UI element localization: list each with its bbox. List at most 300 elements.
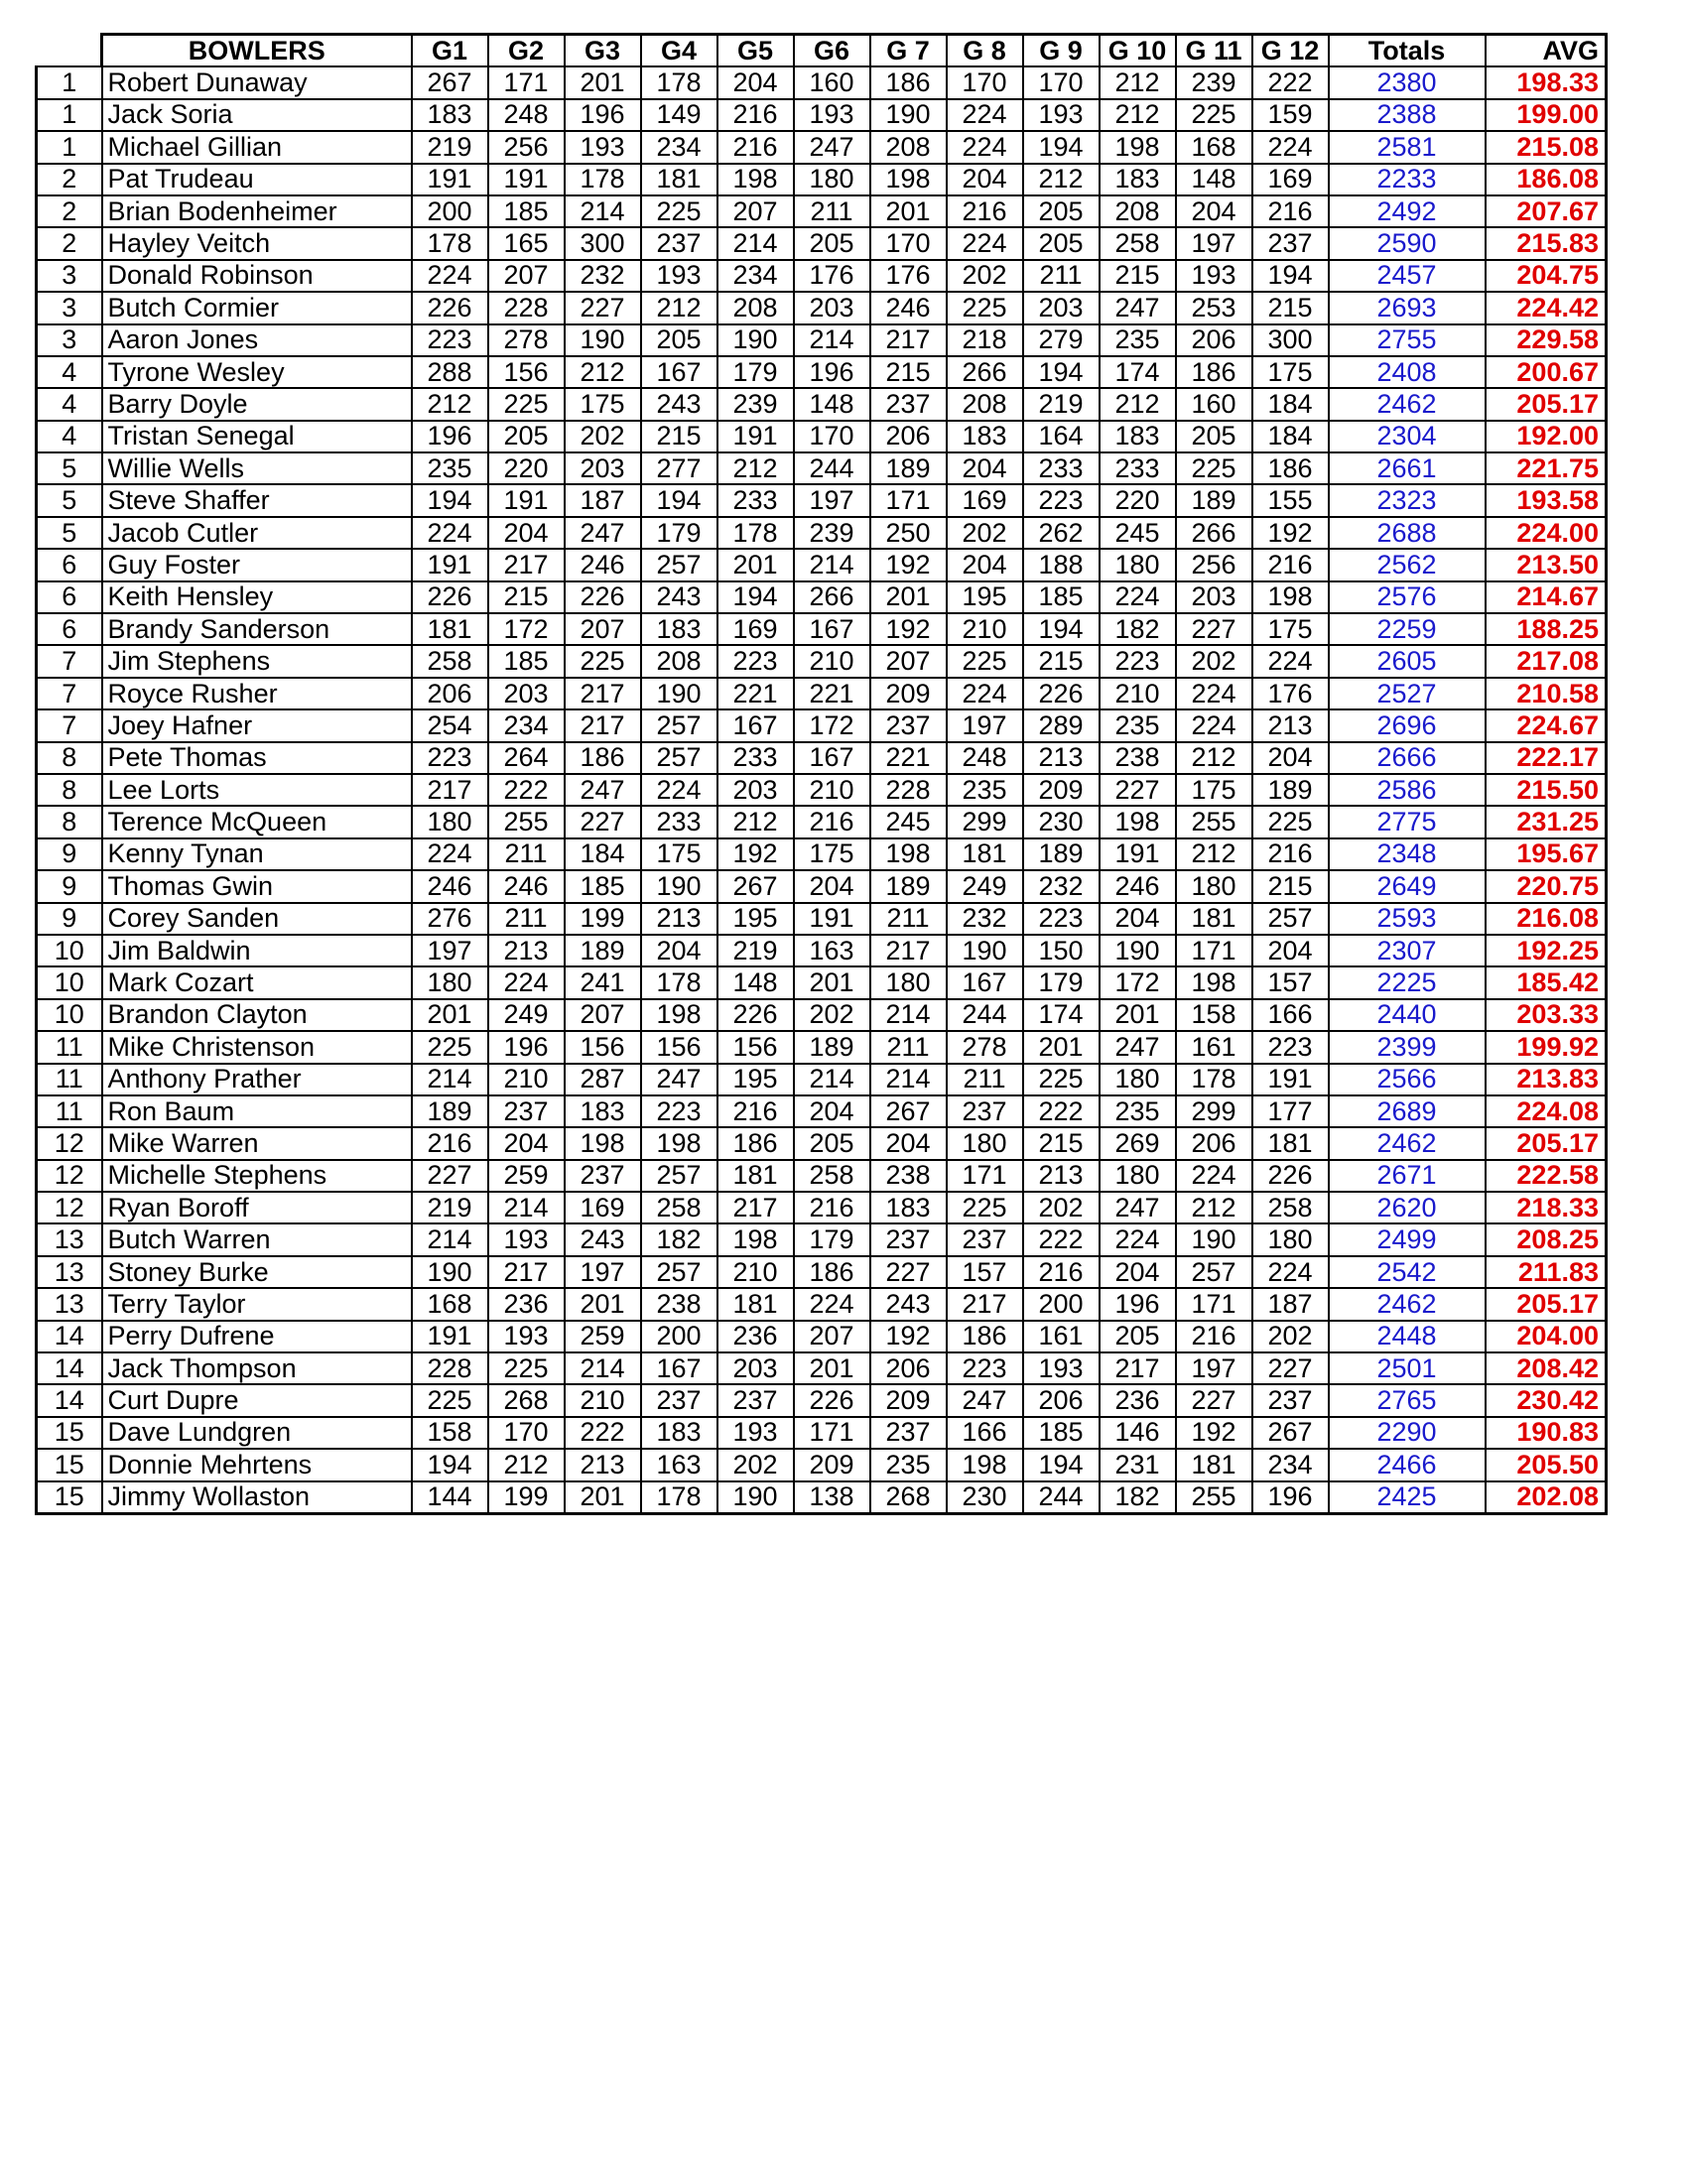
game-score-cell: 163 [794, 935, 870, 966]
game-score-cell: 182 [641, 1223, 717, 1255]
game-score-cell: 190 [1100, 935, 1176, 966]
game-score-cell: 189 [1023, 838, 1100, 870]
column-header-g10: G 10 [1100, 35, 1176, 67]
game-score-cell: 179 [641, 517, 717, 549]
column-header-g11: G 11 [1176, 35, 1252, 67]
game-score-cell: 201 [794, 1352, 870, 1384]
total-cell: 2499 [1329, 1223, 1486, 1255]
total-cell: 2661 [1329, 452, 1486, 484]
game-score-cell: 207 [488, 260, 565, 292]
average-cell: 208.25 [1486, 1223, 1607, 1255]
table-row [37, 260, 1607, 292]
game-score-cell: 189 [1252, 774, 1329, 806]
game-score-cell: 170 [870, 227, 947, 259]
game-score-cell: 226 [412, 581, 488, 613]
game-score-cell: 255 [1176, 1481, 1252, 1514]
game-score-cell: 224 [412, 260, 488, 292]
game-score-cell: 168 [412, 1288, 488, 1320]
game-score-cell: 191 [412, 164, 488, 195]
game-score-cell: 219 [412, 1192, 488, 1223]
rank-cell: 13 [37, 1256, 102, 1288]
game-score-cell: 220 [488, 452, 565, 484]
bowler-name-cell: Keith Hensley [102, 581, 412, 613]
game-score-cell: 246 [1100, 870, 1176, 902]
game-score-cell: 224 [641, 774, 717, 806]
game-score-cell: 244 [794, 452, 870, 484]
game-score-cell: 224 [488, 966, 565, 998]
game-score-cell: 224 [1252, 131, 1329, 163]
game-score-cell: 267 [1252, 1417, 1329, 1449]
game-score-cell: 172 [794, 709, 870, 741]
game-score-cell: 207 [794, 1321, 870, 1352]
game-score-cell: 235 [1100, 709, 1176, 741]
game-score-cell: 138 [794, 1481, 870, 1514]
game-score-cell: 234 [1252, 1449, 1329, 1480]
game-score-cell: 204 [1100, 1256, 1176, 1288]
game-score-cell: 224 [794, 1288, 870, 1320]
game-score-cell: 196 [565, 99, 641, 131]
game-score-cell: 178 [717, 517, 794, 549]
average-cell: 185.42 [1486, 966, 1607, 998]
game-score-cell: 186 [565, 742, 641, 774]
game-score-cell: 212 [1176, 838, 1252, 870]
bowler-name-cell: Dave Lundgren [102, 1417, 412, 1449]
bowler-name-cell: Donnie Mehrtens [102, 1449, 412, 1480]
game-score-cell: 180 [412, 806, 488, 837]
game-score-cell: 212 [641, 292, 717, 323]
game-score-cell: 168 [1176, 131, 1252, 163]
total-cell: 2689 [1329, 1095, 1486, 1127]
total-cell: 2688 [1329, 517, 1486, 549]
game-score-cell: 212 [717, 806, 794, 837]
game-score-cell: 158 [412, 1417, 488, 1449]
game-score-cell: 175 [641, 838, 717, 870]
rank-cell: 9 [37, 838, 102, 870]
game-score-cell: 210 [794, 645, 870, 677]
rank-cell: 8 [37, 742, 102, 774]
table-row [37, 613, 1607, 645]
table-row [37, 1095, 1607, 1127]
game-score-cell: 232 [1023, 870, 1100, 902]
game-score-cell: 191 [488, 484, 565, 516]
total-cell: 2290 [1329, 1417, 1486, 1449]
total-cell: 2527 [1329, 678, 1486, 709]
game-score-cell: 196 [794, 356, 870, 388]
game-score-cell: 196 [1252, 1481, 1329, 1514]
game-score-cell: 201 [717, 549, 794, 580]
rank-cell: 1 [37, 131, 102, 163]
game-score-cell: 216 [717, 99, 794, 131]
game-score-cell: 220 [1100, 484, 1176, 516]
total-cell: 2466 [1329, 1449, 1486, 1480]
game-score-cell: 224 [1100, 1223, 1176, 1255]
game-score-cell: 191 [794, 903, 870, 935]
table-row [37, 838, 1607, 870]
game-score-cell: 171 [947, 1160, 1023, 1192]
game-score-cell: 190 [412, 1256, 488, 1288]
table-row [37, 1064, 1607, 1095]
game-score-cell: 211 [870, 903, 947, 935]
game-score-cell: 247 [565, 774, 641, 806]
total-cell: 2457 [1329, 260, 1486, 292]
total-cell: 2259 [1329, 613, 1486, 645]
average-cell: 224.42 [1486, 292, 1607, 323]
game-score-cell: 212 [1176, 1192, 1252, 1223]
rank-cell: 15 [37, 1481, 102, 1514]
table-row [37, 131, 1607, 163]
game-score-cell: 192 [717, 838, 794, 870]
game-score-cell: 278 [488, 324, 565, 356]
game-score-cell: 181 [1252, 1127, 1329, 1159]
game-score-cell: 212 [1023, 164, 1100, 195]
game-score-cell: 179 [1023, 966, 1100, 998]
game-score-cell: 192 [870, 1321, 947, 1352]
game-score-cell: 205 [1023, 227, 1100, 259]
game-score-cell: 217 [488, 1256, 565, 1288]
game-score-cell: 193 [794, 99, 870, 131]
game-score-cell: 299 [947, 806, 1023, 837]
table-row [37, 935, 1607, 966]
game-score-cell: 148 [717, 966, 794, 998]
game-score-cell: 213 [1023, 742, 1100, 774]
game-score-cell: 228 [412, 1352, 488, 1384]
game-score-cell: 199 [488, 1481, 565, 1514]
game-score-cell: 181 [717, 1160, 794, 1192]
game-score-cell: 236 [1100, 1384, 1176, 1416]
total-cell: 2307 [1329, 935, 1486, 966]
game-score-cell: 243 [565, 1223, 641, 1255]
game-score-cell: 216 [794, 1192, 870, 1223]
game-score-cell: 258 [412, 645, 488, 677]
average-cell: 215.08 [1486, 131, 1607, 163]
average-cell: 210.58 [1486, 678, 1607, 709]
average-cell: 224.08 [1486, 1095, 1607, 1127]
game-score-cell: 213 [488, 935, 565, 966]
game-score-cell: 181 [947, 838, 1023, 870]
game-score-cell: 224 [1252, 1256, 1329, 1288]
game-score-cell: 207 [717, 195, 794, 227]
game-score-cell: 224 [947, 131, 1023, 163]
bowler-name-cell: Butch Cormier [102, 292, 412, 323]
total-cell: 2462 [1329, 1288, 1486, 1320]
game-score-cell: 207 [565, 999, 641, 1031]
game-score-cell: 184 [565, 838, 641, 870]
total-cell: 2399 [1329, 1031, 1486, 1063]
game-score-cell: 189 [794, 1031, 870, 1063]
game-score-cell: 219 [412, 131, 488, 163]
game-score-cell: 171 [794, 1417, 870, 1449]
game-score-cell: 208 [717, 292, 794, 323]
game-score-cell: 267 [412, 66, 488, 98]
bowler-name-cell: Corey Sanden [102, 903, 412, 935]
game-score-cell: 206 [1023, 1384, 1100, 1416]
game-score-cell: 204 [870, 1127, 947, 1159]
game-score-cell: 258 [1252, 1192, 1329, 1223]
bowler-name-cell: Perry Dufrene [102, 1321, 412, 1352]
game-score-cell: 238 [641, 1288, 717, 1320]
game-score-cell: 190 [641, 870, 717, 902]
average-cell: 195.67 [1486, 838, 1607, 870]
table-row [37, 1449, 1607, 1480]
game-score-cell: 194 [1023, 356, 1100, 388]
game-score-cell: 156 [488, 356, 565, 388]
game-score-cell: 223 [412, 324, 488, 356]
bowler-name-cell: Tyrone Wesley [102, 356, 412, 388]
game-score-cell: 176 [794, 260, 870, 292]
rank-cell: 8 [37, 806, 102, 837]
game-score-cell: 156 [717, 1031, 794, 1063]
rank-cell: 14 [37, 1321, 102, 1352]
game-score-cell: 257 [641, 549, 717, 580]
average-cell: 205.17 [1486, 1288, 1607, 1320]
game-score-cell: 201 [870, 581, 947, 613]
rank-cell: 10 [37, 999, 102, 1031]
game-score-cell: 200 [412, 195, 488, 227]
rank-cell: 5 [37, 484, 102, 516]
game-score-cell: 172 [488, 613, 565, 645]
game-score-cell: 215 [1252, 292, 1329, 323]
average-cell: 222.58 [1486, 1160, 1607, 1192]
game-score-cell: 183 [641, 1417, 717, 1449]
game-score-cell: 225 [947, 292, 1023, 323]
game-score-cell: 163 [641, 1449, 717, 1480]
game-score-cell: 209 [1023, 774, 1100, 806]
game-score-cell: 245 [870, 806, 947, 837]
game-score-cell: 266 [1176, 517, 1252, 549]
game-score-cell: 246 [870, 292, 947, 323]
average-cell: 190.83 [1486, 1417, 1607, 1449]
rank-cell: 4 [37, 388, 102, 420]
average-cell: 211.83 [1486, 1256, 1607, 1288]
game-score-cell: 267 [870, 1095, 947, 1127]
total-cell: 2671 [1329, 1160, 1486, 1192]
total-cell: 2590 [1329, 227, 1486, 259]
game-score-cell: 203 [1176, 581, 1252, 613]
rank-cell: 4 [37, 356, 102, 388]
game-score-cell: 222 [565, 1417, 641, 1449]
game-score-cell: 157 [947, 1256, 1023, 1288]
game-score-cell: 233 [1023, 452, 1100, 484]
game-score-cell: 195 [717, 903, 794, 935]
game-score-cell: 210 [947, 613, 1023, 645]
game-score-cell: 257 [641, 1256, 717, 1288]
game-score-cell: 217 [947, 1288, 1023, 1320]
game-score-cell: 201 [1023, 1031, 1100, 1063]
game-score-cell: 212 [565, 356, 641, 388]
table-row [37, 1481, 1607, 1514]
game-score-cell: 211 [488, 903, 565, 935]
game-score-cell: 198 [641, 999, 717, 1031]
game-score-cell: 206 [412, 678, 488, 709]
game-score-cell: 214 [488, 1192, 565, 1223]
column-header-avg: AVG [1486, 35, 1607, 67]
table-row [37, 421, 1607, 452]
bowler-name-cell: Kenny Tynan [102, 838, 412, 870]
rank-cell: 2 [37, 227, 102, 259]
game-score-cell: 183 [870, 1192, 947, 1223]
game-score-cell: 150 [1023, 935, 1100, 966]
average-cell: 224.67 [1486, 709, 1607, 741]
game-score-cell: 197 [412, 935, 488, 966]
game-score-cell: 210 [488, 1064, 565, 1095]
bowler-name-cell: Pete Thomas [102, 742, 412, 774]
column-header-g9: G 9 [1023, 35, 1100, 67]
game-score-cell: 255 [488, 806, 565, 837]
game-score-cell: 225 [412, 1031, 488, 1063]
table-row [37, 388, 1607, 420]
total-cell: 2462 [1329, 388, 1486, 420]
game-score-cell: 237 [870, 1417, 947, 1449]
bowler-name-cell: Jack Thompson [102, 1352, 412, 1384]
bowler-name-cell: Hayley Veitch [102, 227, 412, 259]
total-cell: 2304 [1329, 421, 1486, 452]
rank-cell: 14 [37, 1384, 102, 1416]
game-score-cell: 228 [488, 292, 565, 323]
total-cell: 2775 [1329, 806, 1486, 837]
game-score-cell: 179 [794, 1223, 870, 1255]
average-cell: 220.75 [1486, 870, 1607, 902]
total-cell: 2649 [1329, 870, 1486, 902]
game-score-cell: 214 [794, 324, 870, 356]
game-score-cell: 175 [565, 388, 641, 420]
game-score-cell: 176 [870, 260, 947, 292]
game-score-cell: 213 [641, 903, 717, 935]
game-score-cell: 212 [488, 1449, 565, 1480]
game-score-cell: 225 [412, 1384, 488, 1416]
game-score-cell: 221 [717, 678, 794, 709]
game-score-cell: 224 [412, 517, 488, 549]
game-score-cell: 217 [717, 1192, 794, 1223]
game-score-cell: 196 [488, 1031, 565, 1063]
game-score-cell: 225 [565, 645, 641, 677]
game-score-cell: 164 [1023, 421, 1100, 452]
column-header-rank [37, 35, 102, 67]
game-score-cell: 224 [1176, 678, 1252, 709]
rank-cell: 12 [37, 1127, 102, 1159]
game-score-cell: 199 [565, 903, 641, 935]
game-score-cell: 224 [1176, 709, 1252, 741]
game-score-cell: 215 [641, 421, 717, 452]
average-cell: 204.00 [1486, 1321, 1607, 1352]
column-header-g8: G 8 [947, 35, 1023, 67]
game-score-cell: 189 [565, 935, 641, 966]
game-score-cell: 186 [1176, 356, 1252, 388]
bowler-name-cell: Guy Foster [102, 549, 412, 580]
game-score-cell: 148 [1176, 164, 1252, 195]
average-cell: 213.50 [1486, 549, 1607, 580]
game-score-cell: 248 [947, 742, 1023, 774]
game-score-cell: 216 [1023, 1256, 1100, 1288]
average-cell: 192.25 [1486, 935, 1607, 966]
table-row [37, 1031, 1607, 1063]
game-score-cell: 192 [1176, 1417, 1252, 1449]
table-row [37, 1288, 1607, 1320]
game-score-cell: 205 [794, 1127, 870, 1159]
table-row [37, 709, 1607, 741]
game-score-cell: 180 [870, 966, 947, 998]
game-score-cell: 192 [870, 613, 947, 645]
rank-cell: 10 [37, 966, 102, 998]
game-score-cell: 224 [947, 678, 1023, 709]
game-score-cell: 192 [870, 549, 947, 580]
game-score-cell: 214 [794, 1064, 870, 1095]
game-score-cell: 257 [641, 1160, 717, 1192]
rank-cell: 6 [37, 581, 102, 613]
bowler-name-cell: Curt Dupre [102, 1384, 412, 1416]
game-score-cell: 161 [1023, 1321, 1100, 1352]
game-score-cell: 175 [1176, 774, 1252, 806]
game-score-cell: 227 [1176, 613, 1252, 645]
bowler-name-cell: Steve Shaffer [102, 484, 412, 516]
game-score-cell: 190 [947, 935, 1023, 966]
table-row [37, 742, 1607, 774]
table-row [37, 99, 1607, 131]
game-score-cell: 239 [717, 388, 794, 420]
game-score-cell: 205 [1100, 1321, 1176, 1352]
game-score-cell: 233 [717, 484, 794, 516]
game-score-cell: 206 [1176, 324, 1252, 356]
game-score-cell: 237 [1252, 227, 1329, 259]
game-score-cell: 222 [1023, 1223, 1100, 1255]
game-score-cell: 238 [870, 1160, 947, 1192]
game-score-cell: 247 [641, 1064, 717, 1095]
average-cell: 215.83 [1486, 227, 1607, 259]
game-score-cell: 246 [488, 870, 565, 902]
table-row [37, 645, 1607, 677]
average-cell: 192.00 [1486, 421, 1607, 452]
average-cell: 199.92 [1486, 1031, 1607, 1063]
table-row [37, 1352, 1607, 1384]
game-score-cell: 217 [870, 324, 947, 356]
game-score-cell: 178 [1176, 1064, 1252, 1095]
game-score-cell: 259 [488, 1160, 565, 1192]
game-score-cell: 226 [565, 581, 641, 613]
game-score-cell: 167 [794, 742, 870, 774]
game-score-cell: 194 [1023, 1449, 1100, 1480]
game-score-cell: 206 [870, 421, 947, 452]
total-cell: 2581 [1329, 131, 1486, 163]
total-cell: 2620 [1329, 1192, 1486, 1223]
game-score-cell: 247 [1100, 1031, 1176, 1063]
game-score-cell: 198 [717, 1223, 794, 1255]
game-score-cell: 191 [412, 549, 488, 580]
game-score-cell: 191 [488, 164, 565, 195]
game-score-cell: 193 [1176, 260, 1252, 292]
game-score-cell: 177 [1252, 1095, 1329, 1127]
game-score-cell: 210 [1100, 678, 1176, 709]
table-row [37, 1160, 1607, 1192]
game-score-cell: 224 [947, 227, 1023, 259]
rank-cell: 7 [37, 678, 102, 709]
bowler-name-cell: Mike Warren [102, 1127, 412, 1159]
game-score-cell: 247 [1100, 1192, 1176, 1223]
rank-cell: 11 [37, 1064, 102, 1095]
game-score-cell: 237 [870, 1223, 947, 1255]
game-score-cell: 207 [565, 613, 641, 645]
game-score-cell: 185 [488, 195, 565, 227]
game-score-cell: 175 [1252, 356, 1329, 388]
column-header-g5: G5 [717, 35, 794, 67]
column-header-g1: G1 [412, 35, 488, 67]
game-score-cell: 194 [412, 1449, 488, 1480]
game-score-cell: 236 [488, 1288, 565, 1320]
game-score-cell: 186 [947, 1321, 1023, 1352]
header-row [37, 35, 1607, 67]
game-score-cell: 203 [1023, 292, 1100, 323]
rank-cell: 13 [37, 1223, 102, 1255]
game-score-cell: 205 [1176, 421, 1252, 452]
game-score-cell: 226 [794, 1384, 870, 1416]
